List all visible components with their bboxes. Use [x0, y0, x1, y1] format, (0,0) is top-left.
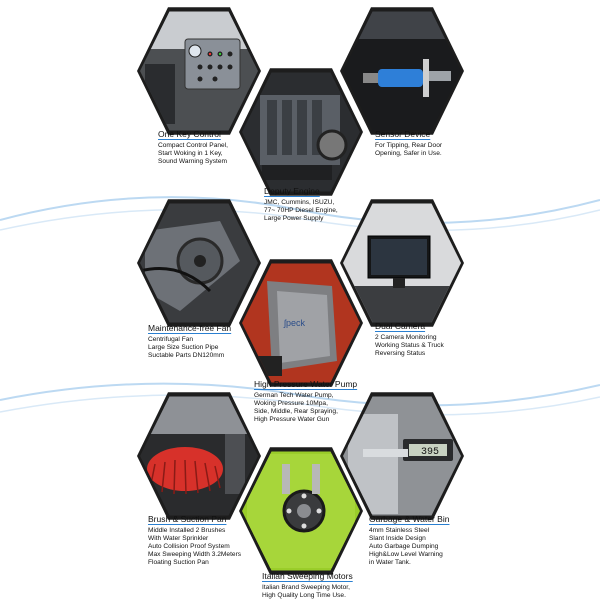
- caliper-reading: 395: [421, 447, 440, 458]
- feature-description: Middle Installed 2 Brushes With Water Sprinkler Auto Collision Proof System Max Sweeping Width 3.2Meters Floating Suction Pan: [148, 527, 242, 566]
- feature-description: Italian Brand Sweeping Motor, High Quality Long Time Use.: [262, 584, 350, 599]
- control-panel-photo: [140, 9, 258, 133]
- feature-description: Compact Control Panel, Start Woking in 1 Key, Sound Warning System: [158, 142, 229, 165]
- feature-description: German Tech Water Pump, Woking Pressure 10Mpa, Side, Middle, Rear Spraying, High Pressure Water Gun: [254, 392, 338, 423]
- sweeping-motor-photo: [242, 449, 360, 573]
- feature-description: JMC, Cummins, ISUZU, 77~ 70HP Diesel Engine, Large Power Supply: [264, 199, 338, 222]
- feature-title: Garbage & Water Bin: [369, 514, 450, 524]
- sensor-photo: [343, 9, 461, 133]
- feature-title: One Key Control: [158, 129, 221, 139]
- feature-title: Deputy Engine: [264, 186, 320, 196]
- feature-title: Dual Camera: [375, 321, 426, 331]
- feature-description: 2 Camera Monitoring Working Status & Truck Reversing Status: [375, 334, 444, 357]
- feature-title: Italian Sweeping Motors: [262, 571, 353, 581]
- feature-description: Centrifugal Fan Large Size Suction Pipe Suctable Parts DN120mm: [148, 336, 225, 359]
- feature-title: Brush & Suction Pan: [148, 514, 227, 524]
- water-pump-photo: [242, 261, 360, 385]
- feature-title: High Pressure Water Pump: [254, 379, 358, 389]
- svg-text:ʃpeck: ʃpeck: [284, 318, 306, 328]
- feature-description: 4mm Stainless Steel Slant Inside Design Auto Garbage Dumping High&Low Level Warning in Water Tank.: [369, 527, 443, 566]
- feature-description: For Tipping, Rear Door Opening, Safer in Use.: [375, 142, 443, 157]
- engine-photo: [242, 70, 360, 194]
- feature-title: Maintenance-free Fan: [148, 323, 232, 333]
- feature-title: Sensor Device: [375, 129, 431, 139]
